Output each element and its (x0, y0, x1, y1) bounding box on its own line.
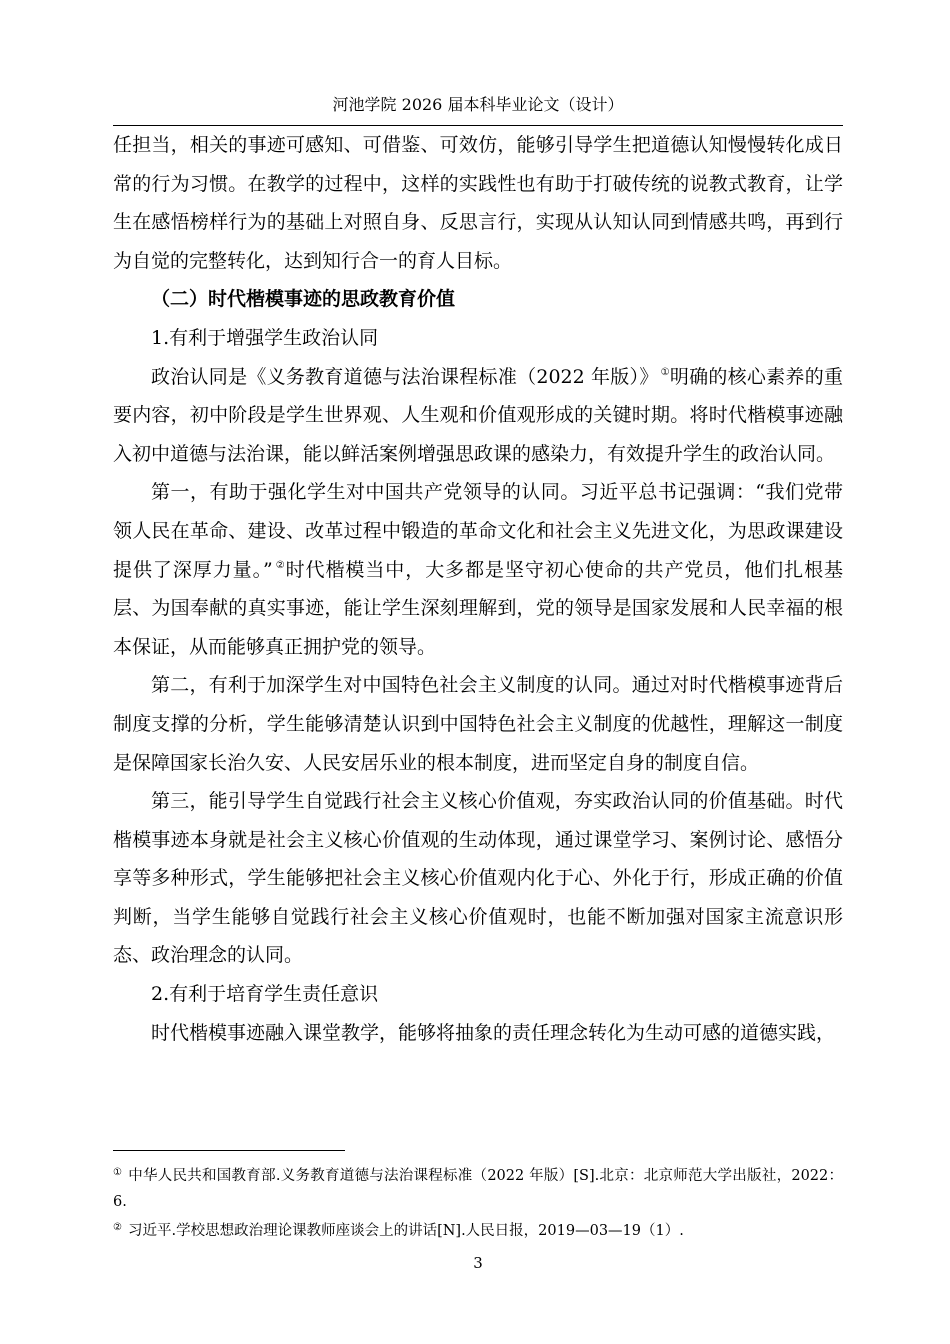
footnotes (113, 1160, 843, 1244)
footnote-mark: ② (113, 1222, 122, 1233)
footnote-ref-2: ② (274, 559, 286, 571)
subheading-political-identity: 1.有利于增强学生政治认同 (151, 326, 379, 349)
subheading-responsibility: 2.有利于培育学生责任意识 (151, 983, 379, 1006)
body-text (113, 126, 843, 1052)
page-number: 3 (473, 1254, 483, 1272)
paragraph-continuation: 任担当，相关的事迹可感知、可借鉴、可效仿，能够引导学生把道德认知慢慢转化成日常的行为习惯。在教学的过程中，这样的实践性也有助于打破传统的说教式教育，让学生在感悟榜样行为的基础上对照自身、反思言行，实现从认知认同到情感共鸣，再到行为自觉的完整转化，达到知行合一的育人目标。 (113, 134, 843, 272)
page-header: 河池学院 2026 届本科毕业论文（设计） (332, 95, 624, 114)
paragraph-responsibility: 时代楷模事迹融入课堂教学，能够将抽象的责任理念转化为生动可感的道德实践， (151, 1021, 836, 1044)
footnote-mark: ① (113, 1167, 123, 1178)
paragraph-first: 第一，有助于强化学生对中国共产党领导的认同。习近平总书记强调：“我们党带领人民在革命、建设、改革过程中锻造的革命文化和社会主义先进文化，为思政课建设提供了深厚力量。” ②时代楷模当中，大多都是坚守初心使命的共产党员，他们扎根基层、为国奉献的真实事迹，能让学生深刻理解到，党的领导是国家发展和人民幸福的根本保证，从而能够真正拥护党的领导。 (113, 481, 844, 658)
paragraph-third: 第三，能引导学生自觉践行社会主义核心价值观，夯实政治认同的价值基础。时代楷模事迹本身就是社会主义核心价值观的生动体现，通过课堂学习、案例讨论、感悟分享等多种形式，学生能够把社会主义核心价值观内化于心、外化于行，形成正确的价值判断，当学生能够自觉践行社会主义核心价值观时，也能不断加强对国家主流意识形态、政治理念的认同。 (113, 790, 843, 967)
section-heading: （二）时代楷模事迹的思政教育价值 (151, 288, 456, 311)
paragraph-second: 第二，有利于加深学生对中国特色社会主义制度的认同。通过对时代楷模事迹背后制度支撑的分析，学生能够清楚认识到中国特色社会主义制度的优越性，理解这一制度是保障国家长治久安、人民安居乐业的根本制度，进而坚定自身的制度自信。 (113, 674, 843, 774)
paragraph-political-identity: 政治认同是《义务教育道德与法治课程标准（2022 年版）》 ①明确的核心素养的重要内容，初中阶段是学生世界观、人生观和价值观形成的关键时期。将时代楷模事迹融入初中道德与法治课，能以鲜活案例增强思政课的感染力，有效提升学生的政治认同。 (113, 365, 843, 465)
footnote-2: ② 习近平.学校思想政治理论课教师座谈会上的讲话[N].人民日报，2019—03—19（1）. (113, 1222, 684, 1239)
footnote-1: ① 中华人民共和国教育部.义务教育道德与法治课程标准（2022 年版）[S].北京：北京师范大学出版社，2022：6. (113, 1167, 844, 1210)
footnote-separator (113, 1150, 345, 1151)
footnote-ref-1: ① (660, 366, 670, 378)
